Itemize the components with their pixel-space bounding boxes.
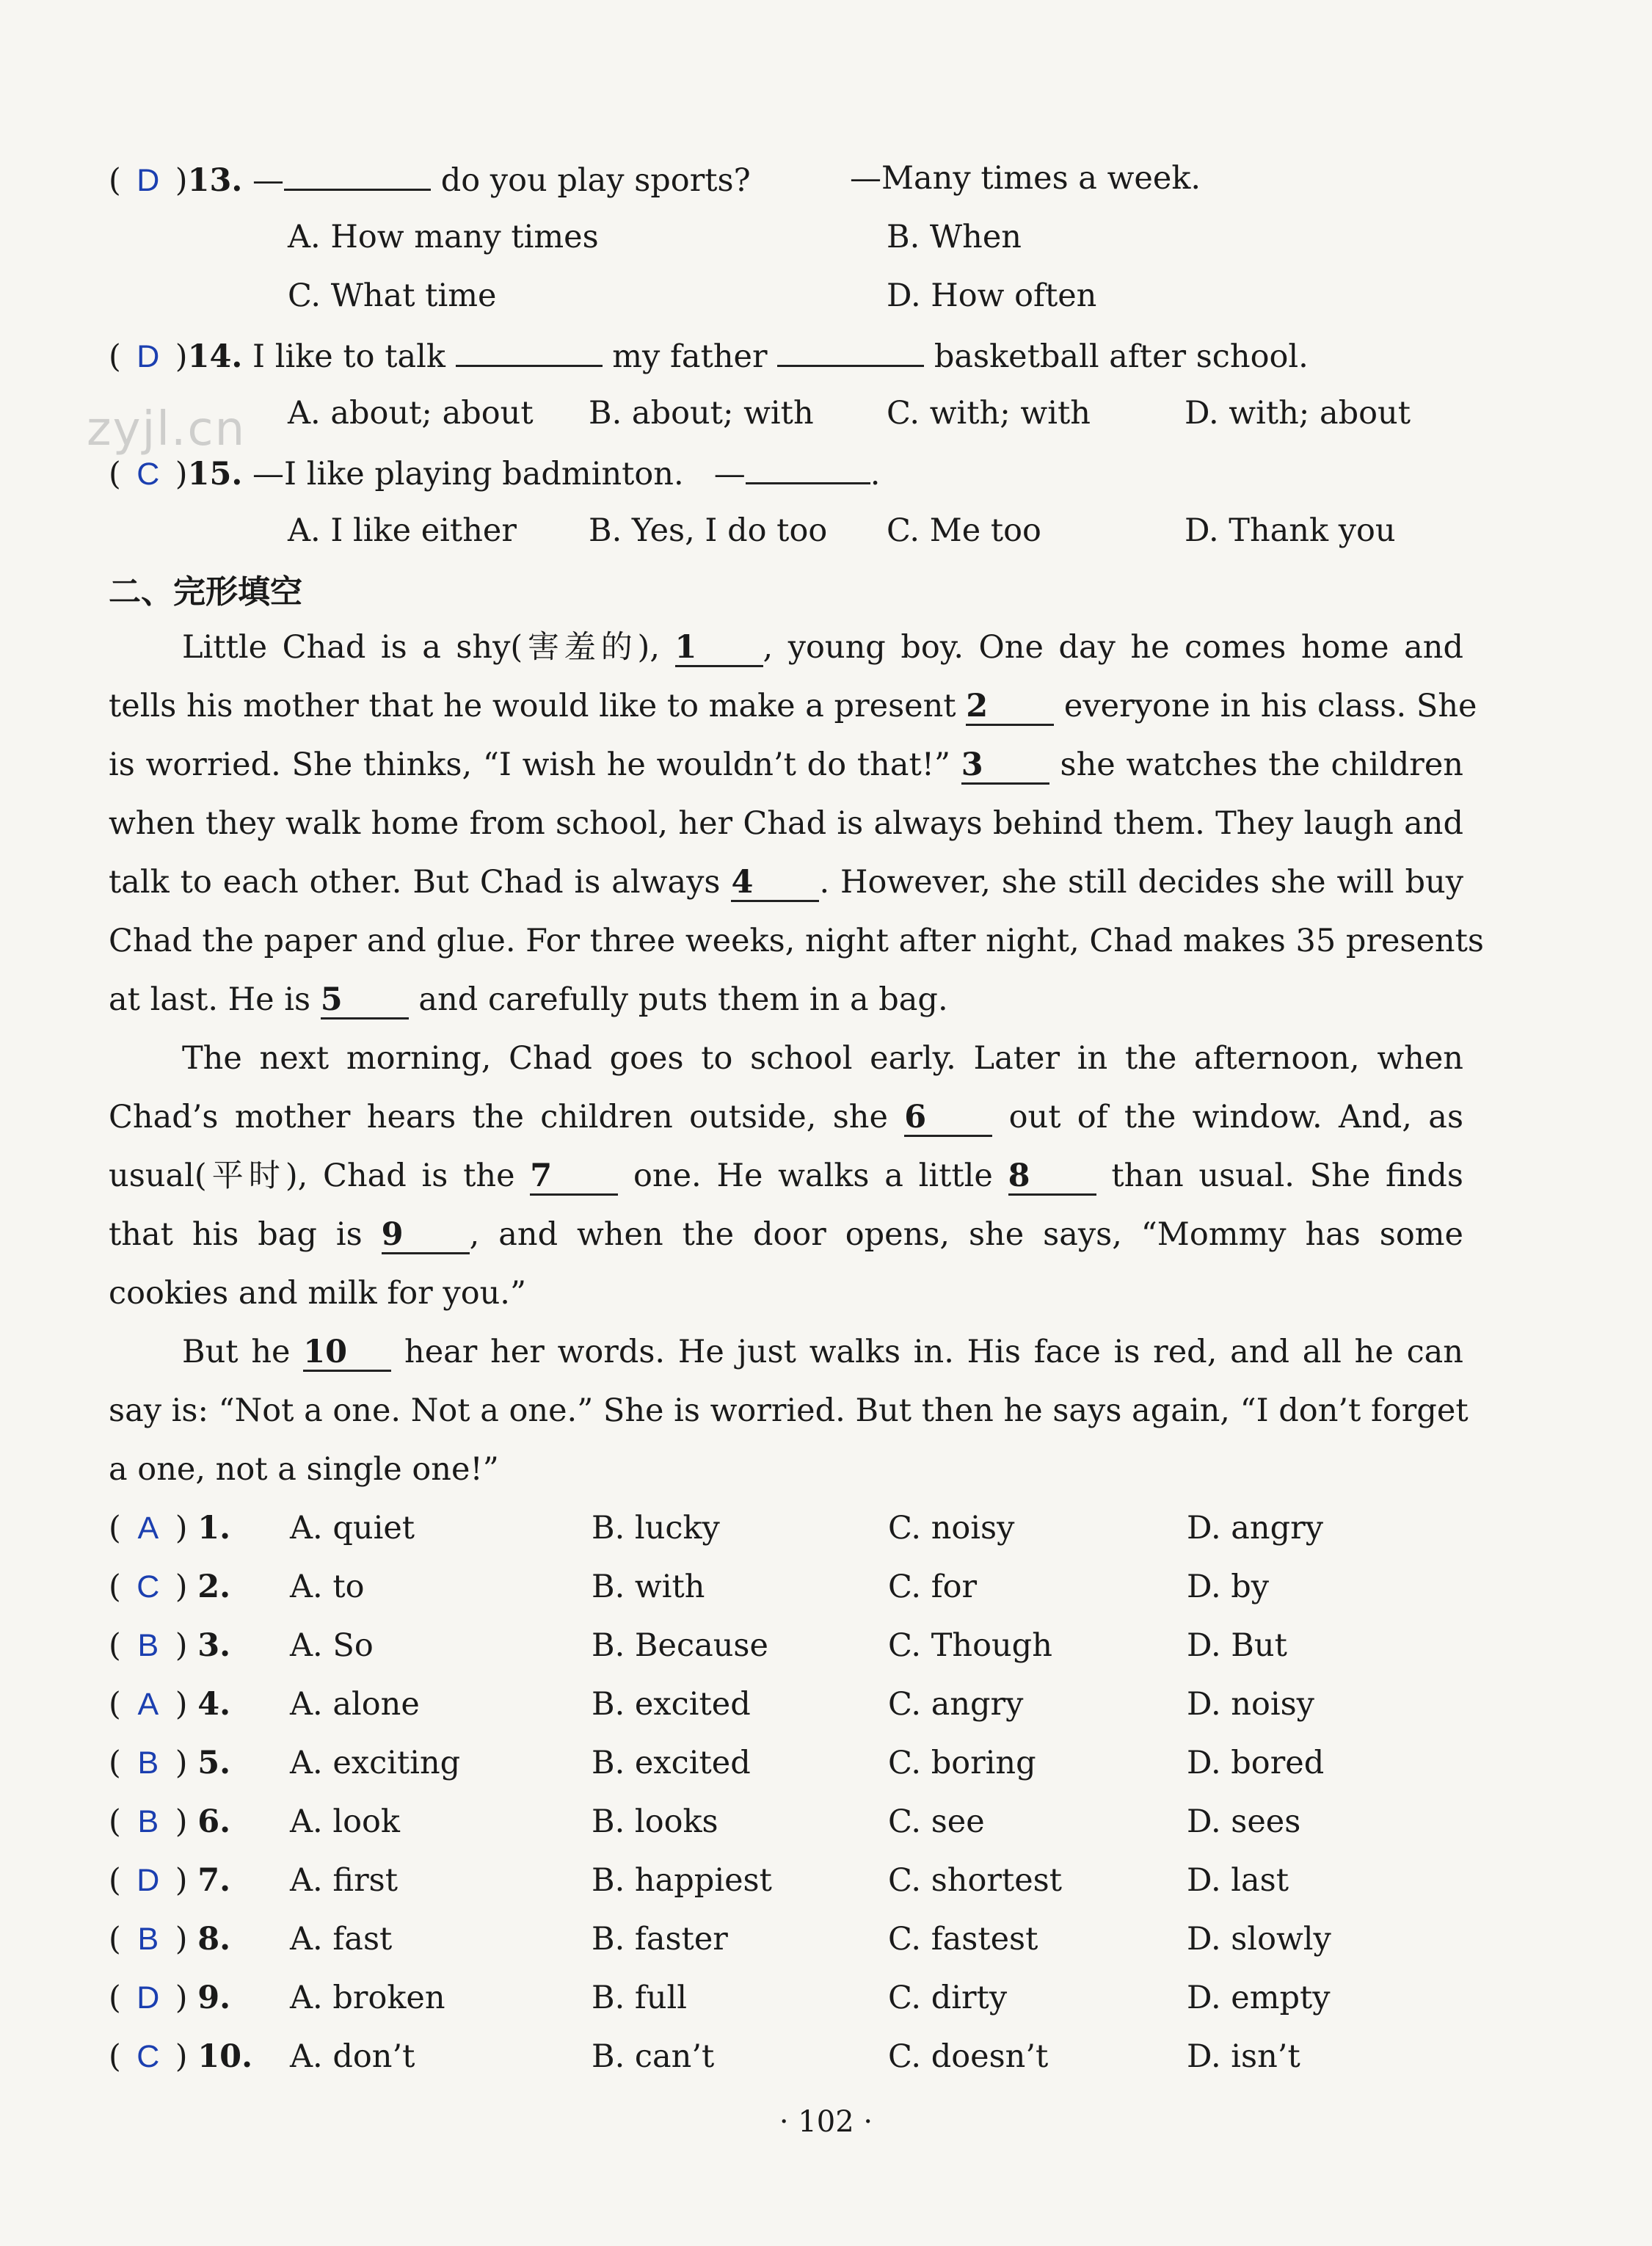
question-number: 14. xyxy=(187,338,243,375)
cloze-blank: 5 xyxy=(321,982,409,1020)
option-d: D. Thank you xyxy=(1185,512,1396,549)
passage-line xyxy=(109,1205,1463,1264)
question-stem-mid: my father xyxy=(602,338,778,375)
passage-line xyxy=(109,794,1463,853)
question-number: 6. xyxy=(197,1803,231,1840)
option-a: A. don’t xyxy=(290,2038,415,2075)
option-b: B. excited xyxy=(592,1686,751,1723)
question-number: 3. xyxy=(197,1627,231,1664)
cloze-question-row: ( A ) 4. xyxy=(109,1682,230,1726)
passage-text: out of the window. And, as xyxy=(992,1099,1464,1135)
option-a: A. So xyxy=(290,1627,374,1664)
cloze-blank: 10 xyxy=(303,1334,391,1372)
option-c: C. for xyxy=(888,1569,978,1605)
question-number: 4. xyxy=(197,1686,231,1723)
option-c: C. with; with xyxy=(887,395,1091,432)
passage-text: usual(平时), Chad is the xyxy=(109,1157,531,1194)
passage-line xyxy=(109,1264,1463,1323)
passage-line xyxy=(109,1088,1463,1146)
answer-blank xyxy=(746,450,870,484)
option-d: D. isn’t xyxy=(1187,2038,1300,2075)
cloze-blank: 7 xyxy=(530,1158,618,1196)
option-a: A. broken xyxy=(290,1980,445,2016)
option-d: D. sees xyxy=(1187,1803,1301,1840)
cloze-question-row: ( D ) 7. xyxy=(109,1858,230,1902)
option-c: C. shortest xyxy=(888,1862,1062,1899)
cloze-blank: 6 xyxy=(904,1100,992,1137)
passage-text: everyone in his class. She xyxy=(1054,688,1477,724)
passage-text: Chad the paper and glue. For three weeks, night after night, Chad makes 35 presents xyxy=(109,923,1484,959)
cloze-blank: 9 xyxy=(382,1217,470,1254)
question-stem-pre: —I like playing badminton. xyxy=(252,456,684,493)
option-c: C. What time xyxy=(288,277,497,314)
option-b: B. When xyxy=(887,219,1022,255)
question-number: 13. xyxy=(187,162,243,199)
question-15: ( C )15. —I like playing badminton. — . xyxy=(109,450,880,496)
passage-text: and carefully puts them in a bag. xyxy=(408,981,948,1018)
option-c: C. noisy xyxy=(888,1510,1015,1547)
option-d: D. empty xyxy=(1187,1980,1331,2016)
option-b: B. Because xyxy=(592,1627,768,1664)
passage-text: that his bag is xyxy=(109,1216,382,1253)
passage-text: at last. He is xyxy=(109,981,321,1018)
passage-text: hear her words. He just walks in. His face is red, and all he can xyxy=(391,1334,1463,1370)
option-a: A. alone xyxy=(290,1686,420,1723)
passage-text: . However, she still decides she will buy xyxy=(819,864,1464,901)
page-number: · 102 · xyxy=(779,2105,873,2139)
option-d: D. noisy xyxy=(1187,1686,1314,1723)
question-number: 8. xyxy=(197,1921,231,1958)
cloze-question-row: ( B ) 8. xyxy=(109,1917,230,1961)
passage-text: a one, not a single one!” xyxy=(109,1451,499,1488)
answer-mark: D xyxy=(137,1980,160,2016)
option-d: D. by xyxy=(1187,1569,1270,1605)
answer-mark: B xyxy=(137,1745,159,1781)
passage-line xyxy=(109,853,1463,912)
answer-mark: A xyxy=(137,1687,159,1722)
answer-blank xyxy=(456,332,603,367)
passage-paragraph-2 xyxy=(109,1029,1463,1323)
option-a: A. look xyxy=(290,1803,400,1840)
question-number: 5. xyxy=(197,1745,231,1781)
answer-mark: B xyxy=(137,1804,159,1839)
passage-text: tells his mother that he would like to make a present xyxy=(109,688,967,724)
option-b: B. excited xyxy=(592,1745,751,1781)
option-b: B. with xyxy=(592,1569,705,1605)
cloze-question-row: ( B ) 5. xyxy=(109,1741,230,1785)
passage-line xyxy=(109,912,1484,970)
passage-text: , and when the door opens, she says, “Mommy has some xyxy=(469,1216,1463,1253)
option-b: B. full xyxy=(592,1980,688,2016)
option-d: D. slowly xyxy=(1187,1921,1331,1958)
cloze-question-row: ( A ) 1. xyxy=(109,1506,230,1550)
watermark: zyjl.cn xyxy=(87,402,247,457)
option-c: C. fastest xyxy=(888,1921,1038,1958)
cloze-blank: 2 xyxy=(966,688,1054,726)
answer-mark: C xyxy=(137,2039,160,2074)
passage-text: she watches the children xyxy=(1049,746,1463,783)
option-d: D. with; about xyxy=(1185,395,1411,432)
option-d: D. angry xyxy=(1187,1510,1323,1547)
question-stem-end: . xyxy=(870,456,881,493)
option-b: B. looks xyxy=(592,1803,718,1840)
passage-line xyxy=(109,1146,1463,1205)
cloze-blank: 1 xyxy=(675,630,763,667)
cloze-question-row: ( B ) 6. xyxy=(109,1800,230,1844)
passage-line xyxy=(109,618,1463,677)
option-c: C. Me too xyxy=(887,512,1041,549)
passage-text: Little Chad is a shy(害羞的), xyxy=(182,629,675,666)
option-b: B. lucky xyxy=(592,1510,720,1547)
passage-text: But he xyxy=(182,1334,304,1370)
passage-text: than usual. She finds xyxy=(1096,1157,1463,1194)
answer-mark: B xyxy=(137,1922,159,1957)
passage-line xyxy=(109,1440,1463,1499)
question-number: 10. xyxy=(197,2038,253,2075)
option-a: A. exciting xyxy=(290,1745,461,1781)
cloze-blank: 3 xyxy=(961,747,1049,785)
cloze-question-row: ( C ) 10. xyxy=(109,2035,252,2079)
passage-text: talk to each other. But Chad is always xyxy=(109,864,732,901)
passage-paragraph-3 xyxy=(109,1323,1469,1499)
cloze-blank: 4 xyxy=(731,865,819,902)
option-c: C. boring xyxy=(888,1745,1036,1781)
option-b: B. Yes, I do too xyxy=(589,512,828,549)
answer-mark: B xyxy=(137,1628,159,1663)
option-d: D. How often xyxy=(887,277,1097,314)
question-number: 15. xyxy=(187,456,243,493)
passage-text: The next morning, Chad goes to school early. Later in the afternoon, when xyxy=(182,1040,1463,1077)
option-b: B. happiest xyxy=(592,1862,772,1899)
cloze-blank: 8 xyxy=(1008,1158,1096,1196)
passage-line xyxy=(109,1323,1463,1381)
question-13: ( D )13. — do you play sports? xyxy=(109,156,751,203)
answer-mark: C xyxy=(137,457,160,492)
passage-line xyxy=(109,1381,1469,1440)
option-a: A. quiet xyxy=(290,1510,415,1547)
answer-mark: D xyxy=(137,1863,160,1898)
cloze-question-row: ( C ) 2. xyxy=(109,1565,230,1609)
option-a: A. first xyxy=(290,1862,398,1899)
passage-text: say is: “Not a one. Not a one.” She is worried. But then he says again, “I don’t forget xyxy=(109,1392,1469,1429)
cloze-question-row: ( D ) 9. xyxy=(109,1976,230,2020)
option-d: D. last xyxy=(1187,1862,1289,1899)
question-13-reply: —Many times a week. xyxy=(850,160,1201,197)
option-a: A. to xyxy=(290,1569,365,1605)
question-number: 1. xyxy=(197,1510,231,1547)
passage-text: cookies and milk for you.” xyxy=(109,1275,526,1312)
passage-text: when they walk home from school, her Chad is always behind them. They laugh and xyxy=(109,805,1463,842)
option-b: B. faster xyxy=(592,1921,728,1958)
option-b: B. about; with xyxy=(589,395,814,432)
answer-mark: D xyxy=(137,163,160,198)
passage-line xyxy=(109,735,1463,794)
answer-mark: D xyxy=(137,339,160,374)
option-c: C. doesn’t xyxy=(888,2038,1049,2075)
answer-blank xyxy=(777,332,924,367)
answer-mark: C xyxy=(137,1569,160,1604)
question-stem-post: basketball after school. xyxy=(924,338,1309,375)
question-number: 2. xyxy=(197,1569,231,1605)
option-c: C. see xyxy=(888,1803,985,1840)
question-stem-pre: I like to talk xyxy=(252,338,456,375)
option-a: A. I like either xyxy=(288,512,517,549)
passage-text: is worried. She thinks, “I wish he wouldn’t do that!” xyxy=(109,746,961,783)
passage-line xyxy=(109,970,1463,1029)
option-c: C. angry xyxy=(888,1686,1024,1723)
option-c: C. dirty xyxy=(888,1980,1008,2016)
option-d: D. bored xyxy=(1187,1745,1325,1781)
cloze-question-row: ( B ) 3. xyxy=(109,1624,230,1668)
option-a: A. How many times xyxy=(288,219,599,255)
option-a: A. fast xyxy=(290,1921,393,1958)
option-d: D. But xyxy=(1187,1627,1287,1664)
passage-line xyxy=(109,1029,1463,1088)
question-number: 7. xyxy=(197,1862,231,1899)
passage-paragraph-1 xyxy=(109,618,1484,1029)
answer-mark: A xyxy=(137,1511,159,1546)
question-stem-post: do you play sports? xyxy=(431,162,751,199)
option-c: C. Though xyxy=(888,1627,1052,1664)
question-stem-post: — xyxy=(713,456,746,493)
question-number: 9. xyxy=(197,1980,231,2016)
question-14: ( D )14. I like to talk my father basketball after school. xyxy=(109,332,1309,379)
option-a: A. about; about xyxy=(288,395,534,432)
passage-text: one. He walks a little xyxy=(618,1157,1008,1194)
question-stem-pre: — xyxy=(252,162,285,199)
passage-line xyxy=(109,677,1477,735)
option-b: B. can’t xyxy=(592,2038,715,2075)
section-title: 二、完形填空 xyxy=(109,573,302,611)
passage-text: Chad’s mother hears the children outside, she xyxy=(109,1099,905,1135)
answer-blank xyxy=(284,156,431,191)
passage-text: , young boy. One day he comes home and xyxy=(763,629,1463,666)
